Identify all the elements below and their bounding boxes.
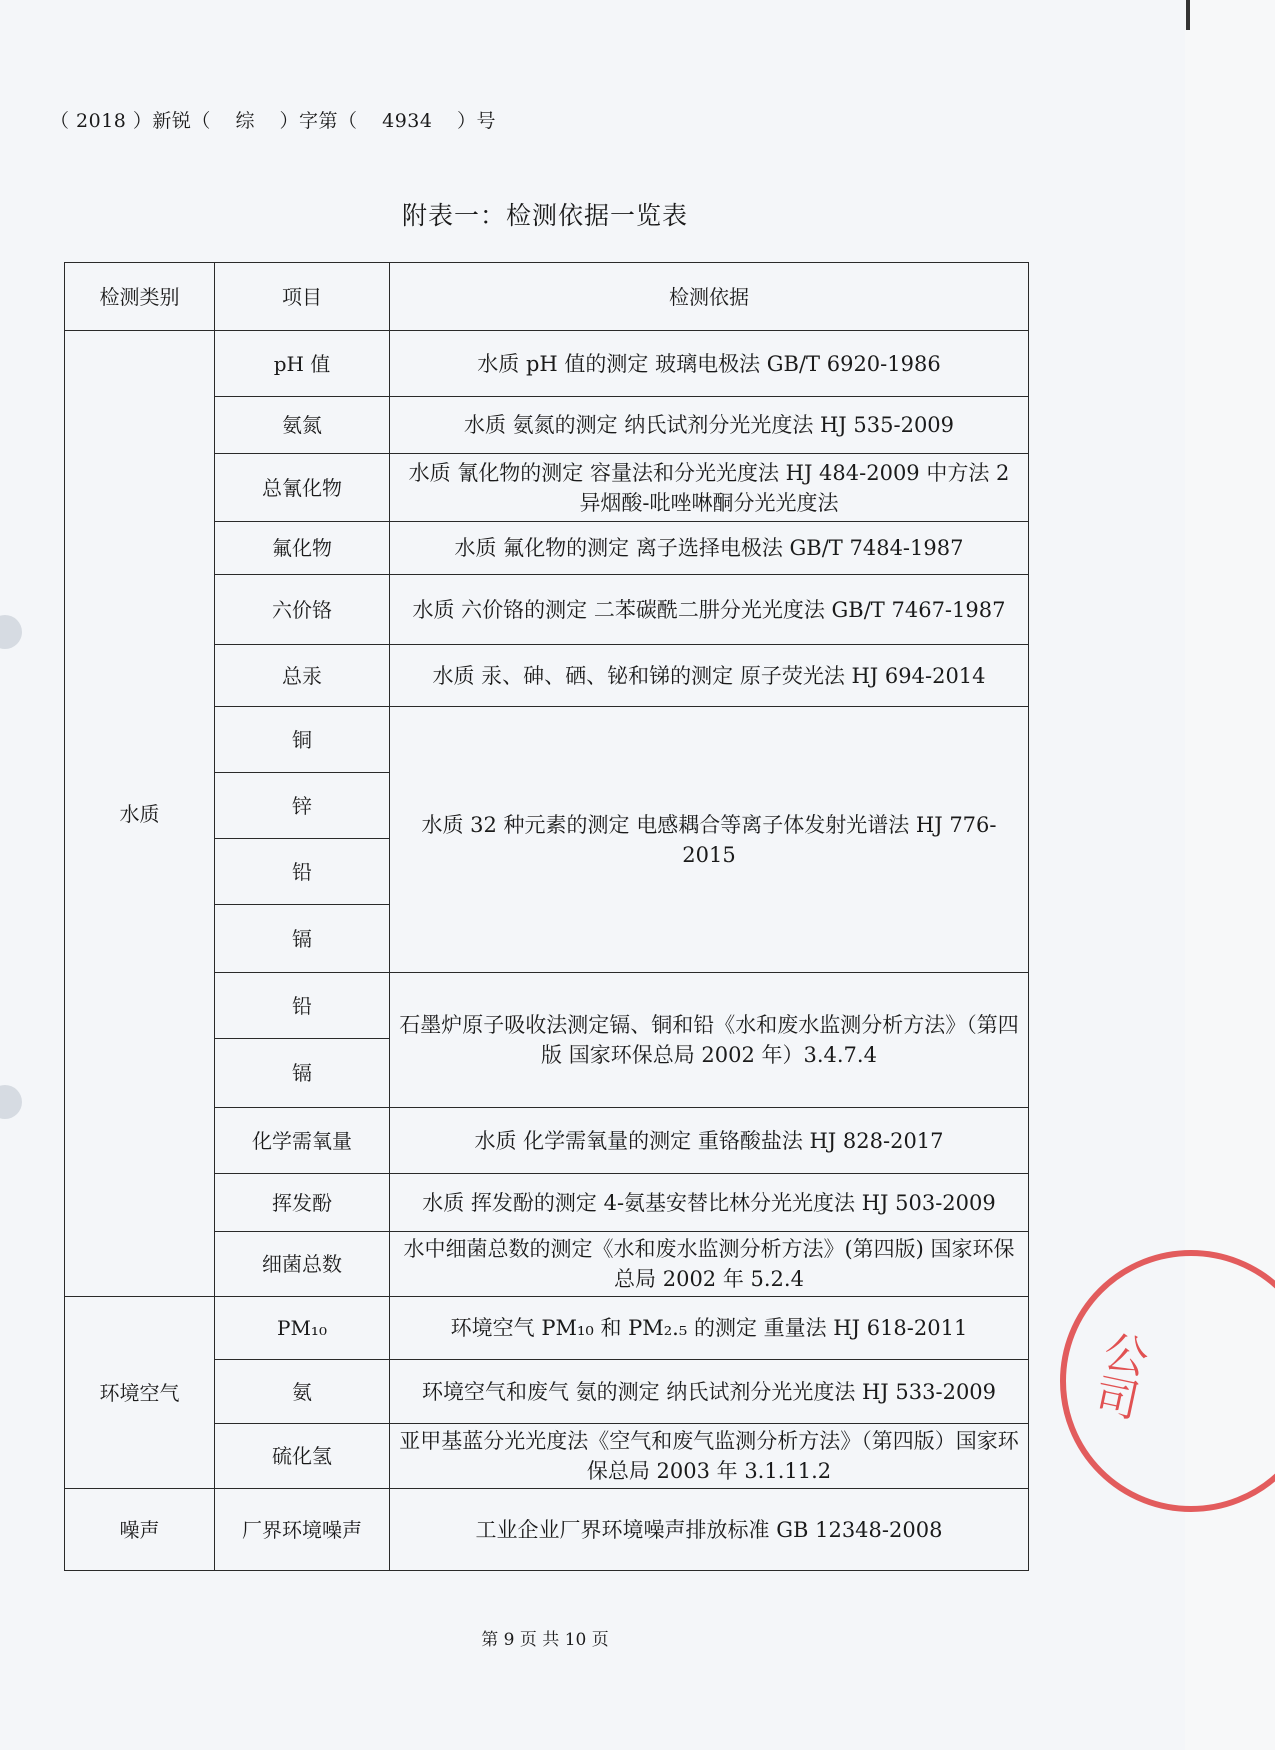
method-cell: 亚甲基蓝分光光度法《空气和废气监测分析方法》（第四版）国家环保总局 2003 年 3.1.11.2 xyxy=(390,1424,1029,1489)
page-number: 第 9 页 共 10 页 xyxy=(481,1630,609,1650)
item-cell: 氨氮 xyxy=(215,397,390,454)
item-cell: 六价铬 xyxy=(215,575,390,645)
item-cell: 细菌总数 xyxy=(215,1232,390,1297)
category-water: 水质 xyxy=(65,331,215,1297)
report-reference-number: （ 2018 ）新锐（ 综 ）字第（ 4934 ）号 xyxy=(50,110,497,132)
item-cell: 镉 xyxy=(215,905,390,973)
item-cell: 厂界环境噪声 xyxy=(215,1489,390,1571)
testing-basis-table xyxy=(64,262,1029,1571)
table-header-row xyxy=(65,263,1029,331)
method-cell: 水质 氟化物的测定 离子选择电极法 GB/T 7484-1987 xyxy=(390,522,1029,575)
method-cell: 水质 pH 值的测定 玻璃电极法 GB/T 6920-1986 xyxy=(390,331,1029,397)
category-noise: 噪声 xyxy=(65,1489,215,1571)
header-item: 项目 xyxy=(215,263,390,331)
item-cell: 氨 xyxy=(215,1360,390,1424)
header-category: 检测类别 xyxy=(65,263,215,331)
table-row xyxy=(65,1489,1029,1571)
item-cell: 铅 xyxy=(215,973,390,1039)
item-cell: 铅 xyxy=(215,839,390,905)
method-cell: 石墨炉原子吸收法测定镉、铜和铅《水和废水监测分析方法》（第四版 国家环保总局 2002 年）3.4.7.4 xyxy=(390,973,1029,1108)
method-cell: 水质 氨氮的测定 纳氏试剂分光光度法 HJ 535-2009 xyxy=(390,397,1029,454)
binder-hole xyxy=(0,615,22,649)
item-cell: 锌 xyxy=(215,773,390,839)
item-cell: 总汞 xyxy=(215,645,390,707)
method-cell: 工业企业厂界环境噪声排放标准 GB 12348-2008 xyxy=(390,1489,1029,1571)
item-cell: 硫化氢 xyxy=(215,1424,390,1489)
item-cell: pH 值 xyxy=(215,331,390,397)
item-cell: 铜 xyxy=(215,707,390,773)
method-cell: 水质 汞、砷、硒、铋和锑的测定 原子荧光法 HJ 694-2014 xyxy=(390,645,1029,707)
method-cell: 水质 32 种元素的测定 电感耦合等离子体发射光谱法 HJ 776-2015 xyxy=(390,707,1029,973)
method-cell: 水中细菌总数的测定《水和废水监测分析方法》(第四版) 国家环保总局 2002 年 5.2.4 xyxy=(390,1232,1029,1297)
item-cell: 总氰化物 xyxy=(215,454,390,522)
method-cell: 环境空气 PM₁₀ 和 PM₂.₅ 的测定 重量法 HJ 618-2011 xyxy=(390,1297,1029,1360)
binder-hole xyxy=(0,1085,22,1119)
item-cell: 挥发酚 xyxy=(215,1174,390,1232)
header-method: 检测依据 xyxy=(390,263,1029,331)
category-air: 环境空气 xyxy=(65,1297,215,1489)
item-cell: 镉 xyxy=(215,1039,390,1108)
item-cell: 化学需氧量 xyxy=(215,1108,390,1174)
table-row xyxy=(65,1297,1029,1360)
item-cell: 氟化物 xyxy=(215,522,390,575)
method-cell: 环境空气和废气 氨的测定 纳氏试剂分光光度法 HJ 533-2009 xyxy=(390,1360,1029,1424)
method-cell: 水质 氰化物的测定 容量法和分光光度法 HJ 484-2009 中方法 2 异烟酸-吡唑啉酮分光光度法 xyxy=(390,454,1029,522)
method-cell: 水质 六价铬的测定 二苯碳酰二肼分光光度法 GB/T 7467-1987 xyxy=(390,575,1029,645)
item-cell: PM₁₀ xyxy=(215,1297,390,1360)
method-cell: 水质 挥发酚的测定 4-氨基安替比林分光光度法 HJ 503-2009 xyxy=(390,1174,1029,1232)
page-title: 附表一：检测依据一览表 xyxy=(401,201,688,230)
page-edge-mark xyxy=(1186,0,1190,30)
table-row xyxy=(65,331,1029,397)
official-seal-text: 公司 xyxy=(1083,1325,1152,1423)
method-cell: 水质 化学需氧量的测定 重铬酸盐法 HJ 828-2017 xyxy=(390,1108,1029,1174)
